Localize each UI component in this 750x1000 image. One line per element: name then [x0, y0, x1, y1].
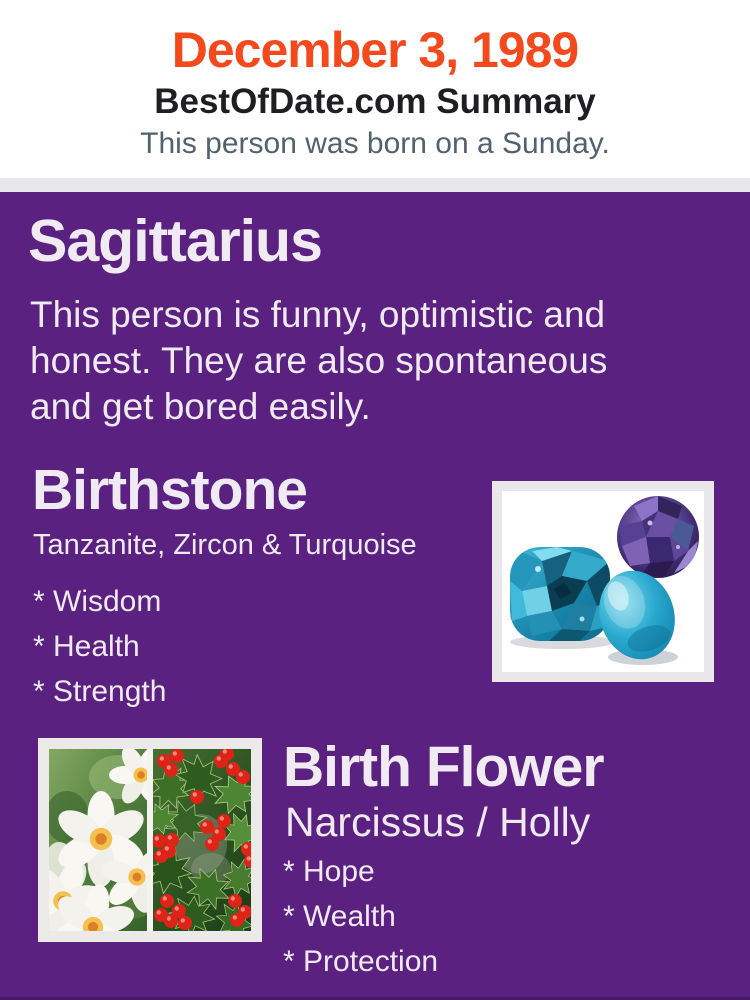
- divider-band: [0, 178, 750, 192]
- born-day-line: This person was born on a Sunday.: [140, 127, 610, 160]
- birth-flower-image: [38, 738, 262, 942]
- birthstone-trait: * Wisdom: [33, 585, 162, 618]
- flowers-illustration: [49, 749, 251, 931]
- birthstone-heading: Birthstone: [32, 458, 307, 522]
- birthstone-names: Tanzanite, Zircon & Turquoise: [33, 529, 417, 561]
- zodiac-description: This person is funny, optimistic and honest. They are also spontaneous and get bored easily.: [30, 294, 608, 427]
- tanzanite-gem: [617, 496, 699, 578]
- site-summary-title: BestOfDate.com Summary: [154, 82, 596, 121]
- birthstone-image: [492, 481, 714, 682]
- birth-flower-trait: * Wealth: [283, 900, 396, 933]
- birth-flower-trait: * Protection: [283, 945, 439, 978]
- summary-panel: [0, 192, 750, 1000]
- blue-zircon-gem: [510, 547, 614, 649]
- header: [0, 0, 750, 178]
- birthstone-trait: * Strength: [33, 675, 167, 708]
- date-title: December 3, 1989: [171, 22, 579, 78]
- birthstone-trait: * Health: [33, 630, 140, 663]
- birth-flower-heading: Birth Flower: [283, 735, 604, 799]
- birth-flower-names: Narcissus / Holly: [285, 799, 591, 845]
- gemstones-illustration: [502, 491, 704, 672]
- zodiac-sign-title: Sagittarius: [28, 208, 322, 274]
- birth-flower-trait: * Hope: [283, 855, 375, 888]
